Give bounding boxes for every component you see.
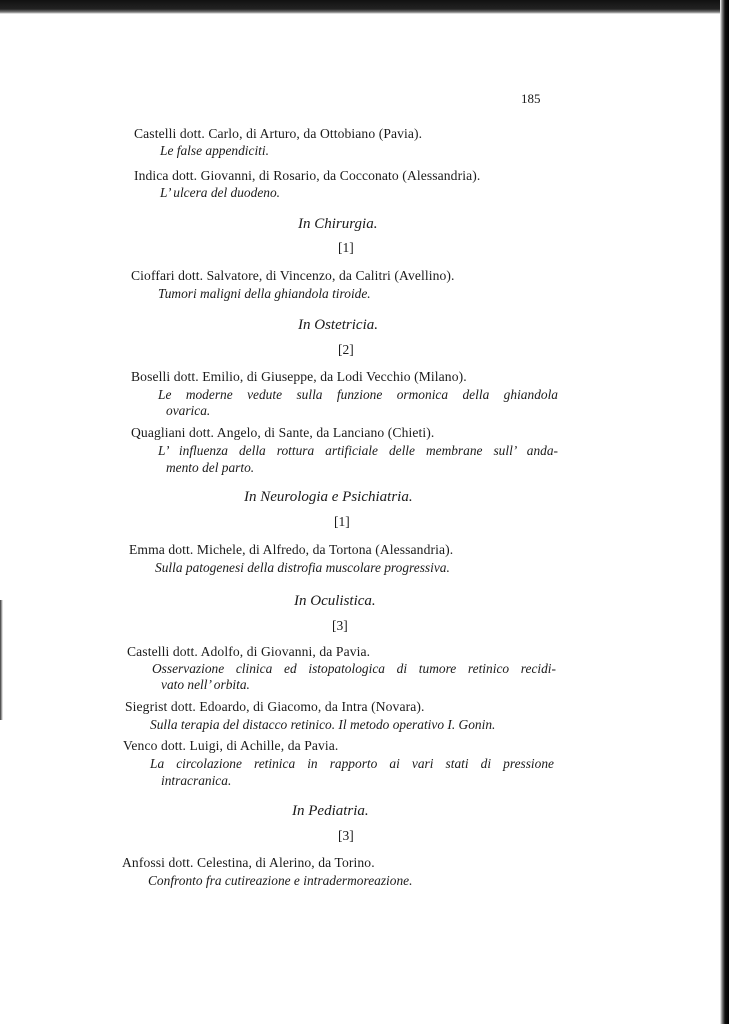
- section-heading-ostetricia: In Ostetricia.: [298, 317, 378, 333]
- entry-title-continued: ovarica.: [166, 403, 211, 418]
- entry-title: Osservazione clinica ed istopatologica di tumore retinico recidi-: [152, 661, 556, 676]
- section-heading-oculistica: In Oculistica.: [294, 593, 376, 609]
- entry-author: Castelli dott. Carlo, di Arturo, da Ottobiano (Pavia).: [134, 126, 423, 141]
- section-count-chirurgia: [1]: [338, 240, 354, 255]
- scan-top-edge: [0, 0, 729, 14]
- entry-title: L’ ulcera del duodeno.: [160, 185, 280, 200]
- section-heading-pediatria: In Pediatria.: [292, 803, 369, 819]
- entry-author: Emma dott. Michele, di Alfredo, da Tortona (Alessandria).: [129, 542, 454, 557]
- entry-author: Castelli dott. Adolfo, di Giovanni, da Pavia.: [127, 644, 371, 659]
- entry-title: Confronto fra cutireazione e intradermoreazione.: [148, 873, 413, 888]
- section-count-ostetricia: [2]: [338, 342, 354, 357]
- entry-author: Siegrist dott. Edoardo, di Giacomo, da Intra (Novara).: [125, 699, 425, 714]
- entry-title: Sulla patogenesi della distrofia muscolare progressiva.: [155, 560, 450, 575]
- entry-author: Cioffari dott. Salvatore, di Vincenzo, da Calitri (Avellino).: [131, 268, 455, 283]
- page-number: 185: [521, 91, 541, 106]
- entry-author: Indica dott. Giovanni, di Rosario, da Cocconato (Alessandria).: [134, 168, 481, 183]
- entry-author: Venco dott. Luigi, di Achille, da Pavia.: [123, 738, 339, 753]
- entry-title: Tumori maligni della ghiandola tiroide.: [158, 286, 371, 301]
- entry-title: Le moderne vedute sulla funzione ormonica della ghiandola: [158, 387, 558, 402]
- entry-title-continued: intracranica.: [161, 773, 232, 788]
- section-count-neurologia: [1]: [334, 514, 350, 529]
- entry-author: Anfossi dott. Celestina, di Alerino, da Torino.: [122, 855, 375, 870]
- section-count-pediatria: [3]: [338, 828, 354, 843]
- entry-title: L’ influenza della rottura artificiale delle membrane sull’ anda-: [158, 443, 558, 458]
- section-heading-neurologia: In Neurologia e Psichiatria.: [244, 489, 413, 505]
- entry-title: Sulla terapia del distacco retinico. Il metodo operativo I. Gonin.: [150, 717, 496, 732]
- entry-title-continued: mento del parto.: [166, 460, 255, 475]
- section-heading-chirurgia: In Chirurgia.: [298, 216, 378, 232]
- entry-author: Boselli dott. Emilio, di Giuseppe, da Lodi Vecchio (Milano).: [131, 369, 467, 384]
- scan-left-edge: [0, 600, 3, 720]
- entry-title: La circolazione retinica in rapporto ai vari stati di pressione: [150, 756, 554, 771]
- entry-title: Le false appendiciti.: [160, 143, 269, 158]
- entry-title-continued: vato nell’ orbita.: [161, 677, 250, 692]
- entry-author: Quagliani dott. Angelo, di Sante, da Lanciano (Chieti).: [131, 425, 435, 440]
- section-count-oculistica: [3]: [332, 618, 348, 633]
- scan-right-edge: [720, 0, 729, 1024]
